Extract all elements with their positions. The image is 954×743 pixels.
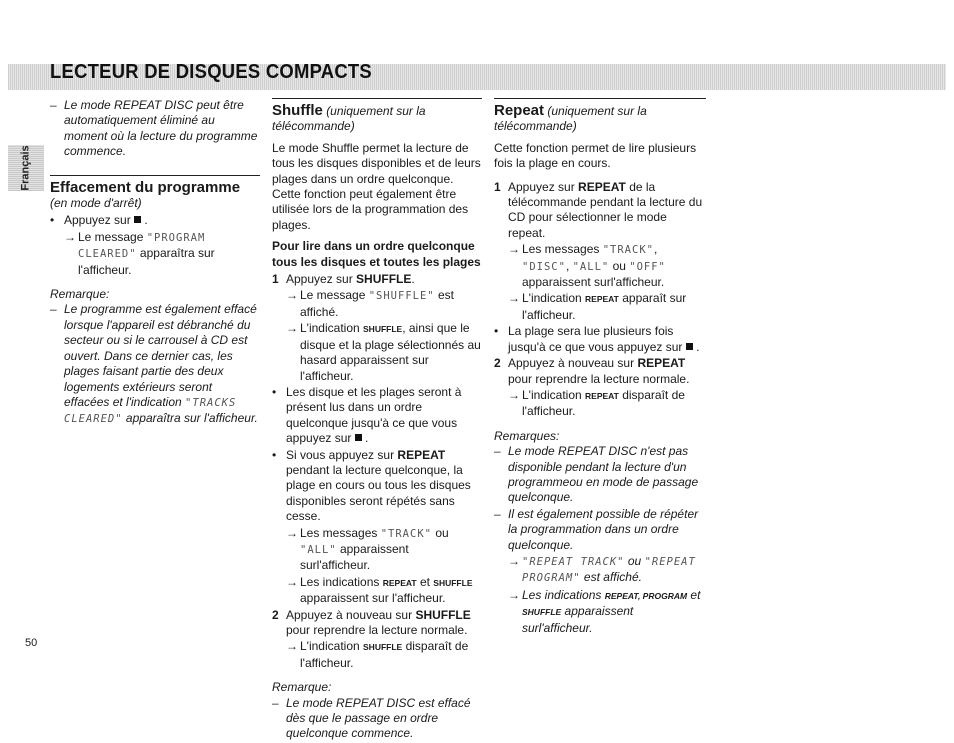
remark-text: Il est également possible de répéter la programmation dans un ordre quelconque. [508,506,699,552]
indication-prefix: Les indications [300,574,380,589]
shuffle-heading-block [272,103,482,135]
lcd-text: "REPEAT TRACK" [522,555,625,568]
bullet-mark: • [272,384,277,399]
remark [50,302,260,427]
arrow-icon: → [508,553,520,568]
remark-text: Le mode REPEAT DISC n'est pas disponible pendant la lecture d'un programmeou en mode de passage quelconque. [508,444,699,505]
step-text-end: pour reprendre la lecture normale. [286,623,468,637]
message-suffix: est affiché. [300,288,454,319]
arrow-icon: → [286,639,298,654]
and-text: et [419,574,430,589]
dash-mark: – [272,695,279,710]
key-label: SHUFFLE [415,607,471,622]
bullet-text: La plage sera lue plusieurs fois jusqu'à ce que vous appuyez sur [508,324,683,354]
shuffle-bullet-1: • Les disque et les plages seront à présent lus dans un ordre quelconque jusqu'à ce que vous appuyez sur . [272,384,462,446]
shuffle-indication [286,321,482,384]
intro-note [50,98,260,160]
intro-note-text: Le mode REPEAT DISC peut être automatiquement éliminé au moment où la lecture du programme commence. [64,98,258,159]
remark-text: Le programme est également effacé lorsque l'appareil est débranché du secteur ou si le carrousel à CD est ouvert. Dans ce dernier cas, les plages faisant partie des deux logements extérieurs seront effacées et l'indication [64,302,257,409]
repeat-program-messages [508,554,706,587]
and-text: et [690,587,701,602]
arrow-icon: → [508,242,520,257]
remark-1 [494,444,706,506]
repeat-off-indication [508,388,706,420]
indication-suffix: disparaît de l'afficheur. [300,639,469,670]
message-prefix: Le message [78,229,144,244]
or-text: ou [435,525,449,540]
arrow-icon: → [286,574,298,589]
repeat-messages [286,526,482,574]
indication-prefix: Les indications [522,587,602,602]
lcd-text: "TRACKS CLEARED" [64,396,237,426]
remark-text-end: apparaîtra sur l'afficheur. [125,411,258,426]
repeat-indication [508,291,706,323]
section-rule [494,98,706,99]
message-suffix: apparaissent surl'afficheur. [300,541,409,573]
bullet-mark: • [50,213,55,228]
bullet-text: Si vous appuyez sur [286,447,395,462]
indicator-key: REPEAT [585,294,619,305]
step-number: 1 [272,272,279,287]
shuffle-message [286,288,482,320]
step-text: Appuyez à nouveau sur [286,607,413,622]
lcd-text: "SHUFFLE" [368,290,435,303]
shuffle-heading: Shuffle [272,102,323,119]
message-prefix: Les messages [300,525,378,540]
step-text: Appuyez sur [286,272,353,287]
clear-heading-note: (en mode d'arrêt) [50,196,142,211]
arrow-icon: → [508,587,520,602]
column-3 [494,98,706,637]
shuffle-bullet-2 [272,448,482,525]
remark-label: Remarque: [50,287,110,302]
repeat-step-2 [494,356,706,387]
bullet-mark: • [272,447,277,462]
indicator-key: REPEAT [382,577,417,588]
column-1 [50,98,260,429]
remarks-label: Remarques: [494,428,560,443]
dash-mark: – [50,98,57,112]
stop-square-icon [134,216,141,223]
lcd-text: "TRACK" [380,527,432,540]
lcd-text: "ALL" [572,260,610,273]
title-banner [8,61,946,90]
repeat-mode-messages: → Les messages "TRACK", "DISC", "ALL" ou "OFF" apparaissent surl'afficheur. [508,242,666,290]
step-number: 2 [494,356,501,371]
bullet-text: Les disque et les plages seront à présent lus dans un ordre quelconque jusqu'à ce que vous appuyez sur [286,384,462,446]
page-title: LECTEUR DE DISQUES COMPACTS [50,61,372,83]
indicator-key: SHUFFLE [363,324,403,335]
section-rule [272,98,482,99]
stop-square-icon [686,343,693,350]
arrow-icon: → [508,387,520,402]
remark [272,696,482,742]
indicator-key: REPEAT [585,390,619,401]
repeat-shuffle-indications [286,575,482,607]
indication-prefix: L'indication [522,291,582,306]
step-number: 1 [494,179,501,194]
stop-square-icon [355,434,362,441]
arrow-icon: → [286,525,298,540]
shuffle-intro: Le mode Shuffle permet la lecture de tous les disques disponibles et de leurs plages dans un ordre quelconque. Cette fonction peut également être utilisée lors de la programmation des plages. [272,140,481,232]
key-label: REPEAT [397,447,446,462]
cleared-message [64,230,260,278]
message-suffix: apparaîtra sur l'afficheur. [78,246,215,277]
arrow-icon: → [64,229,76,244]
repeat-step-1 [494,180,706,242]
lcd-text: "ALL" [300,543,337,556]
bullet-mark: • [494,324,499,339]
arrow-icon: → [286,321,298,336]
indication-suffix: apparaît sur l'afficheur. [522,291,687,322]
dash-mark: – [50,302,57,317]
shuffle-step-2 [272,608,482,639]
key-label: REPEAT [578,179,626,194]
section-rule [50,175,260,176]
arrow-icon: → [286,288,298,303]
repeat-bullet-1: • La plage sera lue plusieurs fois jusqu'à ce que vous appuyez sur . [494,324,700,354]
remark-label: Remarque: [272,680,332,695]
shuffle-subheading: Pour lire dans un ordre quelconque tous les disques et toutes les plages [272,239,481,269]
indication-suffix: disparaît de l'afficheur. [522,387,685,419]
repeat-heading-note: (uniquement sur la télécommande) [494,104,647,134]
step-text-end: de la télécommande pendant la lecture du CD pour sélectionner le mode repeat. [508,179,703,240]
message-prefix: Les messages [522,242,600,257]
remark-text: Le mode REPEAT DISC est effacé dès que le passage en ordre quelconque commence. [286,695,471,741]
arrow-icon: → [508,291,520,306]
indicator-key: REPEAT, PROGRAM [604,590,688,601]
language-tab [8,145,44,191]
step-text-end: pour reprendre la lecture normale. [508,371,690,386]
key-label: SHUFFLE [356,272,412,287]
step-text: Appuyez à nouveau sur [508,356,635,371]
repeat-program-indications [508,588,706,636]
step-text: Appuyez sur [508,179,575,194]
page-number: 50 [25,637,38,649]
lcd-text: "OFF" [629,260,666,273]
message-suffix: apparaissent surl'afficheur. [522,275,665,290]
shuffle-off-indication [286,639,482,671]
remark-2 [494,507,706,553]
lcd-text: "DISC" [522,260,566,273]
lcd-text: "PROGRAM CLEARED" [78,231,206,261]
press-stop-bullet: • Appuyez sur . [50,213,148,228]
clear-section-heading [50,180,260,212]
repeat-heading: Repeat [494,102,545,119]
indication-suffix: apparaissent surl'afficheur. [522,604,634,635]
indicator-key: SHUFFLE [433,577,473,588]
indication-suffix: apparaissent sur l'afficheur. [300,591,446,606]
lcd-text: "TRACK" [602,244,654,257]
dash-mark: – [494,444,501,459]
indication-suffix: , ainsi que le disque et la plage sélectionnés au hasard apparaissent sur l'afficheur. [300,321,481,383]
clear-heading: Effacement du programme [50,178,241,196]
bullet-text-end: pendant la lecture quelconque, la plage en cours ou tous les disques disponibles seront répétés sans cesse. [286,462,471,524]
indication-prefix: L'indication [300,321,360,336]
dash-mark: – [494,506,501,521]
indication-prefix: L'indication [300,639,360,654]
message-suffix: est affiché. [583,570,642,585]
lcd-text: "REPEAT PROGRAM" [522,555,696,585]
step-number: 2 [272,607,279,622]
repeat-intro: Cette fonction permet de lire plusieurs fois la plage en cours. [494,140,697,171]
message-prefix: Le message [300,288,366,303]
indicator-key: SHUFFLE [522,607,562,618]
indication-prefix: L'indication [522,387,582,402]
or-text: ou [612,258,626,273]
or-text: ou [627,553,642,568]
column-2 [272,98,482,743]
repeat-heading-block [494,103,706,135]
key-label: REPEAT [637,356,686,371]
shuffle-step-1: 1 Appuyez sur SHUFFLE. [272,272,415,287]
shuffle-heading-note: (uniquement sur la télécommande) [272,104,426,134]
language-tab-label: Français [19,145,32,191]
press-text: Appuyez sur [64,213,131,228]
indicator-key: SHUFFLE [363,642,403,653]
